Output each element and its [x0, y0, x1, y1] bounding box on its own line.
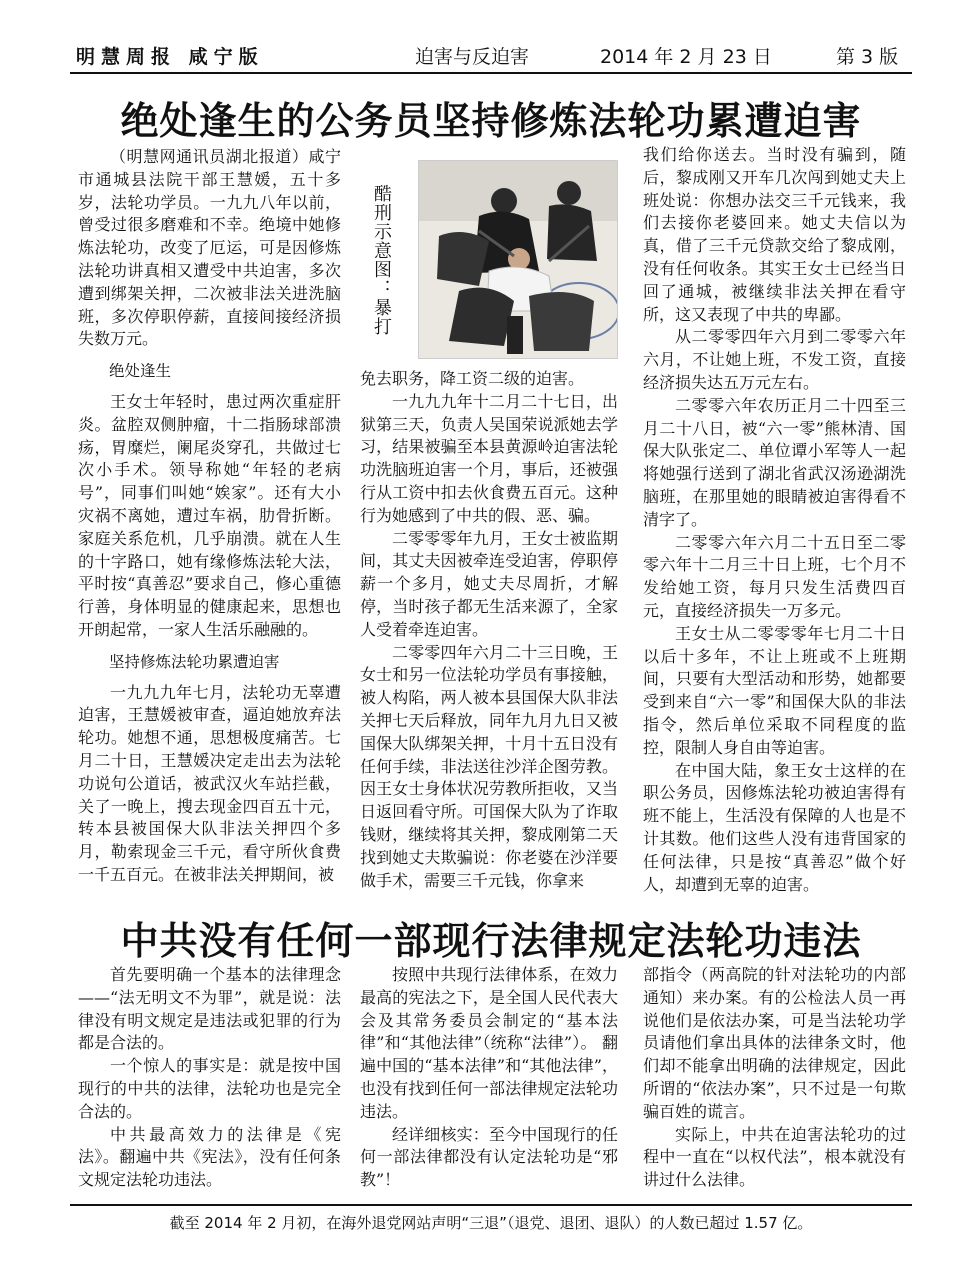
paragraph: 首先要明确一个基本的法律理念——“法无明文不为罪”，就是说：法律没有明文规定是违法或犯罪的行为都是合法的。 — [78, 965, 341, 1053]
header-rule — [70, 72, 912, 74]
paragraph: 在中国大陆，象王女士这样的在职公务员，因修炼法轮功被迫害得有班不能上，生活没有保障的人也是不计其数。他们这些人没有违背国家的任何法律，只是按“真善忍”做个好人，却遭到无辜的迫害。 — [643, 760, 906, 894]
paragraph: 二零零四年六月二十三日晚，王女士和另一位法轮功学员有事接触，被人构陷，两人被本县国保大队非法关押七天后释放，同年九月九日又被国保大队绑架关押，十月十五日没有任何手续，非法送往沙洋企图劳教。因王女士身体状况劳教所拒收，又当日返回看守所。可国保大队为了诈取钱财，继续将其关押，黎成刚第二天找到她丈夫欺骗说：你老婆在沙洋要做手术，需要三千元钱，你拿来 — [360, 642, 618, 890]
paragraph: 一个惊人的事实是：就是按中国现行的中共的法律，法轮功也是完全合法的。 — [78, 1056, 341, 1121]
article-1-column-1 — [78, 146, 341, 887]
article-1-column-3 — [643, 144, 906, 896]
subheading-1: 绝处逢生 — [109, 362, 172, 381]
page-number: 第 3 版 — [836, 46, 899, 68]
footer-rule — [70, 1204, 912, 1206]
article-1-column-2 — [360, 368, 618, 892]
paragraph: 从二零零四年六月到二零零六年六月，不让她上班，不发工资，直接经济损失达五万元左右。 — [643, 327, 906, 392]
paragraph: 王女士从二零零零年七月二十日以后十多年，不让上班或不上班期间，只要有大型活动和形势，她都要受到来自“六一零”和国保大队的非法指令，然后单位采取不同程度的监控，限制人身自由等迫害。 — [643, 623, 906, 757]
article-2-column-2 — [360, 964, 618, 1192]
subheading-2: 坚持修炼法轮功累遭迫害 — [109, 652, 280, 671]
paragraph: 经详细核实：至今中国现行的任何一部法律都没有认定法轮功是“邪教”！ — [360, 1124, 618, 1190]
paragraph: 按照中共现行法律体系，在效力最高的宪法之下，是全国人民代表大会及其常务委员会制定的“基本法律”和“其他法律”（统称“法律”）。 翻遍中国的“基本法律”和“其他法律”，也没有找到任何一部法律规定法轮功违法。 — [360, 965, 618, 1121]
paragraph: 我们给你送去。当时没有骗到，随后，黎成刚又开车几次闯到她丈夫上班处说：你想办法交三千元钱来，我们去接你老婆回来。她丈夫信以为真，借了三千元贷款交给了黎成刚，没有任何收条。其实王女士已经当日回了通城，被继续非法关押在看守所，这又表现了中共的卑鄙。 — [643, 145, 906, 324]
article-1-lead: （明慧网通讯员湖北报道）咸宁市通城县法院干部王慧媛，五十多岁，法轮功学员。一九九八年以前，曾受过很多磨难和不幸。绝境中她修炼法轮功，改变了厄运，可是因修炼法轮功讲真相又遭受中共迫害，多次遭到绑架关押，二次被非法关进洗脑班，多次停职停薪，直接间接经济损失数万元。 — [78, 147, 341, 349]
paragraph: 免去职务，降工资二级的迫害。 — [360, 369, 585, 388]
issue-date: 2014 年 2 月 23 日 — [600, 46, 772, 68]
torture-scene-icon — [419, 161, 617, 358]
article-1-title: 绝处逢生的公务员坚持修炼法轮功累遭迫害 — [120, 98, 862, 143]
paragraph: 二零零六年农历正月二十四至三月二十八日，被“六一零”熊林清、国保大队张定二、单位谭小军等人一起将她强行送到了湖北省武汉汤逊湖洗脑班，在那里她的眼睛被迫害得看不清字了。 — [643, 395, 906, 529]
paragraph: 中共最高效力的法律是《宪法》。翻遍中共《宪法》，没有任何条文规定法轮功违法。 — [78, 1124, 341, 1190]
paragraph: 一九九九年十二月二十七日，出狱第三天，负责人吴国荣说派她去学习，结果被骗至本县黄源岭迫害法轮功洗脑班迫害一个月，事后，还被强行从工资中扣去伙食费五百元。这种行为她感到了中共的假、恶、骗。 — [360, 391, 618, 525]
article-2-column-3 — [643, 964, 906, 1192]
article-2-title: 中共没有任何一部现行法律规定法轮功违法 — [120, 918, 862, 963]
page-header — [70, 40, 910, 70]
paragraph: 一九九九年七月，法轮功无辜遭迫害，王慧媛被审查，逼迫她放弃法轮功。她想不通，思想极度痛苦。七月二十日，王慧媛决定走出去为法轮功说句公道话，被武汉火车站拦截，关了一晚上，搜去现金四百五十元，转本县被国保大队非法关押四个多月，勒索现金三千元，看守所伙食费一千五百元。在被非法关押期间，被 — [78, 682, 341, 884]
photo-caption: 酷刑示意图：暴打 — [371, 184, 392, 336]
paragraph: 二零零六年六月二十五日至二零零六年十二月三十日上班，七个月不发给她工资，每月只发生活费四百元，直接经济损失一万多元。 — [643, 532, 906, 620]
paragraph: 部指令（两高院的针对法轮功的内部通知）来办案。有的公检法人员一再说他们是依法办案，可是当法轮功学员请他们拿出具体的法律条文时，他们却不能拿出明确的法律规定，因此所谓的“依法办案”，只不过是一句欺骗百姓的谎言。 — [643, 965, 906, 1121]
section-name: 迫害与反迫害 — [415, 46, 530, 68]
newspaper-name: 明慧周报 咸宁版 — [76, 46, 264, 68]
footer-notice: 截至 2014 年 2 月初，在海外退党网站声明“三退”（退党、退团、退队）的人数已超过 1.57 亿。 — [169, 1214, 813, 1232]
paragraph: 实际上，中共在迫害法轮功的过程中一直在“以权代法”，根本就没有讲过什么法律。 — [643, 1124, 906, 1190]
torture-illustration-photo — [418, 160, 618, 359]
article-2-column-1 — [78, 964, 341, 1192]
paragraph: 二零零零年九月，王女士被监期间，其丈夫因被牵连受迫害，停职停薪一个多月，她丈夫尽周折，才解停，当时孩子都无生活来源了，全家人受着牵连迫害。 — [360, 528, 618, 639]
paragraph: 王女士年轻时，患过两次重症肝炎。盆腔双侧肿瘤，十二指肠球部溃疡，胃糜烂，阑尾炎穿孔，共做过七次小手术。领导称她“年轻的老病号”，同事们叫她“娭家”。还有大小灾祸不离她，遭过车祸，肋骨折断。家庭关系危机，几乎崩溃。就在人生的十字路口，她有缘修炼法轮大法，平时按“真善忍”要求自己，修心重德行善，身体明显的健康起来，思想也开朗起常，一家人生活乐融融的。 — [78, 391, 341, 639]
